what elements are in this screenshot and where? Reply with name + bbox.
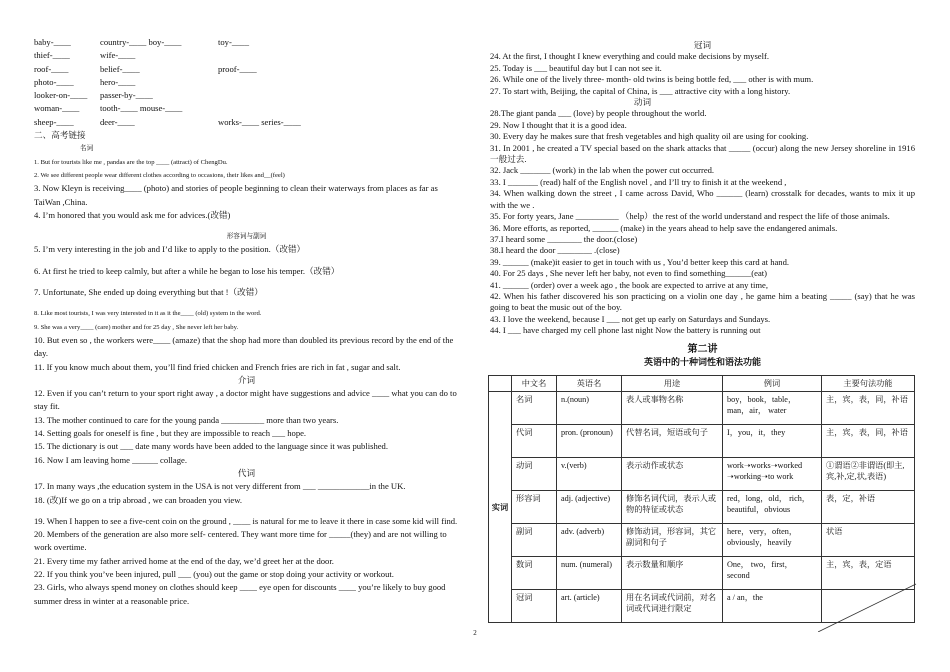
page-number: 2 [473, 629, 477, 637]
vocab-list [34, 36, 459, 129]
question-28: 28.The giant panda ___ (love) by people throughout the world. [490, 108, 707, 119]
question-2: 2. We see different people wear different clothes according to occasions, their likes and__(feel) [34, 171, 285, 179]
table-row: 冠词 art. (article) 用在名词或代词前，对名词或代词进行限定 a / an，the [489, 590, 915, 623]
question-10: 10. But even so , the workers were____ (amaze) that the shop had more than doubled its previous record by the end of the day. [34, 334, 454, 359]
question-11: 11. If you know much about them, you’ll find fried chicken and French fries are rich in fat , sugar and salt. [34, 361, 401, 372]
question-26: 26. While one of the lively three- month- old twins is being bottle fed, ___ other is with mum. [490, 74, 814, 85]
vocab-row: thief-____ wife-____ [34, 50, 136, 61]
col-header-fn: 主要句法功能 [822, 376, 915, 392]
question-1: 1. But for tourists like me , pandas are the top ____ (attract) of ChengDu. [34, 158, 228, 166]
vocab-row: baby-____ country-____ boy-____ toy-____ [34, 37, 250, 47]
question-18: 18. (改)If we go on a trip abroad , we can broaden you view. [34, 494, 243, 505]
question-42: 42. When his father discovered his son practicing on a violin one day , he game him a beating _____ (say) that he was going to beat the music out of the boy. [490, 290, 915, 313]
adj-adv-heading: 形容词与副词 [226, 233, 267, 241]
table-row: 实词 名词 n.(noun) 表人或事物名称 boy，book，table，man，air， water 主，宾，表，同，补语 [489, 392, 915, 425]
question-37: 37.I heard some ________ the door.(close) [490, 233, 638, 244]
vocab-row: woman-____ tooth-____ mouse-____ [34, 103, 183, 114]
question-22: 22. If you think you’ve been injured, pull ___ (you) out the game or stop doing your activity or workout. [34, 568, 394, 579]
table-header-row [489, 376, 915, 392]
question-40: 40. For 25 days , She never left her baby, not even to find something______(eat) [490, 268, 768, 279]
question-29: 29. Now I thought that it is a good idea. [490, 119, 627, 130]
question-8: 8. Like most tourists, I was very interested in it as it the____ (old) system in the word. [34, 310, 262, 318]
question-6: 6. At first he tried to keep calmly, but after a while he began to lose his temper.（改错） [34, 265, 340, 276]
question-34: 34. When walking down the street , I came across David, Who ______ (learn) crosstalk for decades, wants to mix it up with the we . [490, 188, 915, 210]
question-36: 36. More efforts, as reported, ______ (make) in the years ahead to help save the endangered animals. [490, 222, 838, 233]
question-35: 35. For forty years, Jane __________ （help）the rest of the world understand and respect the life of those animals. [490, 211, 890, 222]
question-12: 12. Even if you can’t return to your sport right away , a doctor might have suggestions and advice ____ what you can do to stay fit. [34, 388, 457, 412]
question-33: 33. I _______ (read) half of the English novel , and I’ll try to finish it at the weekend , [490, 176, 787, 187]
question-44: 44. I ___ have charged my cell phone last night Now the battery is running out [490, 325, 761, 336]
prep-heading: 介词 [237, 374, 256, 385]
col-header-use: 用途 [622, 376, 723, 392]
question-17: 17. In many ways ,the education system in the USA is not very different from ___ ____________in the UK. [34, 481, 406, 492]
question-27: 27. To start with, Beijing, the capital of China, is ___ attractive city with a long history. [490, 85, 791, 96]
question-41: 41. ______ (order) over a week ago , the book are expected to arrive at any time, [490, 279, 768, 290]
col-header-ex: 例词 [723, 376, 822, 392]
question-19: 19. When I happen to see a five-cent coin on the ground , ____ is natural for me to leave it there in case some kid will find. [34, 515, 458, 526]
table-row: 副词 adv. (adverb) 修饰动词，形容词，其它副词和句子 here，very，often，obviously，heavily 状语 [489, 524, 915, 557]
question-43: 43. I love the weekend, because I ___ not get up early on Saturdays and Sundays. [490, 313, 771, 324]
section-title: 二、高考链接 [34, 130, 86, 141]
question-30: 30. Every day he makes sure that fresh vegetables and high quality oil are using for cooking. [490, 131, 809, 142]
left-column [34, 36, 459, 608]
question-16: 16. Now I am leaving home ______ collage. [34, 454, 187, 465]
question-13: 13. The mother continued to care for the young panda __________ more than two years. [34, 414, 339, 425]
table-row: 形容词 adj. (adjective) 修饰名词代词，表示人或物的特征或状态 red，long，old， rich，beautiful，obvious 表，定，补语 [489, 491, 915, 524]
col-header-cn: 中文名 [512, 376, 557, 392]
col-header-en: 英语名 [557, 376, 622, 392]
table-row: 数词 num. (numeral) 表示数量和顺序 One， two，first， second 主，宾，表，定语 [489, 557, 915, 590]
question-31: 31. In 2001 , he created a TV special based on the shark attacks that _____ (occur) along the new Jersey shoreline in 1916 一般过去. [490, 142, 915, 165]
lecture-title: 第二讲 [687, 343, 718, 355]
question-39: 39. ______ (make)it easier to get in touch with us , You’d better keep this card at hand. [490, 256, 790, 267]
table-row: 代词 pron. (pronoun) 代替名词，短语或句子 I，you，it，they 主，宾，表，同，补语 [489, 425, 915, 458]
question-24: 24. At the first, I thought I knew everything and could make decisions by myself. [490, 51, 770, 62]
question-21: 21. Every time my father arrived home at the end of the day, we’d greet her at the door. [34, 555, 334, 566]
question-32: 32. Jack _______ (work) in the lab when the power cut occurred. [490, 165, 715, 176]
question-4: 4. I’m honored that you would ask me for advices.(改错) [34, 209, 231, 220]
question-14: 14. Setting goals for oneself is fine , but they are impossible to reach ___ hope. [34, 428, 307, 439]
question-5: 5. I’m very interesting in the job and I’d like to apply to the position.（改错） [34, 244, 306, 255]
question-9: 9. She was a very____ (care) mother and for 25 day , She never left her baby. [34, 323, 239, 331]
question-3: 3. Now Kleyn is receiving____ (photo) and stories of people beginning to clean their waterways from places as far as TaiWan ,China. [34, 183, 438, 207]
lecture-subtitle: 英语中的十种词性和语法功能 [643, 356, 761, 367]
article-heading: 冠词 [693, 40, 712, 50]
vocab-row: looker-on-____ passer-by-____ [34, 90, 153, 101]
table-row: 动词 v.(verb) 表示动作或状态 work➝works➝worked ➝working➝to work ①谓语②非谓语(即主,宾,补,定,状,表语) [489, 458, 915, 491]
vocab-row: sheep-____ deer-____ works-____ series-____ [34, 116, 301, 127]
question-38: 38.I heard the door ________ .(close) [490, 245, 620, 256]
right-column [490, 40, 915, 368]
vocab-row: roof-____ belief-____ proof-____ [34, 63, 257, 74]
question-25: 25. Today is ___ beautiful day but I can not see it. [490, 62, 662, 73]
pronoun-heading: 代词 [237, 467, 256, 478]
verb-heading: 动词 [633, 97, 652, 108]
side-label: 实词 [489, 392, 512, 623]
question-7: 7. Unfortunate, She ended up doing everything but that !（改错） [34, 287, 263, 298]
noun-heading: 名词 [80, 145, 94, 153]
question-23: 23. Girls, who always spend money on clothes should keep ____ eye open for discounts ____ you’re likely to buy good summer dress in winter at a reasonable price. [34, 582, 446, 606]
question-15: 15. The dictionary is out ___ date many words have been added to the language since it was published. [34, 441, 389, 452]
question-20: 20. Members of the generation are also more self- centered. They want more time for _____(they) and are not willing to work overtime. [34, 529, 447, 553]
vocab-row: photo-____ hero-____ [34, 76, 136, 87]
diagonal-line [818, 582, 918, 632]
